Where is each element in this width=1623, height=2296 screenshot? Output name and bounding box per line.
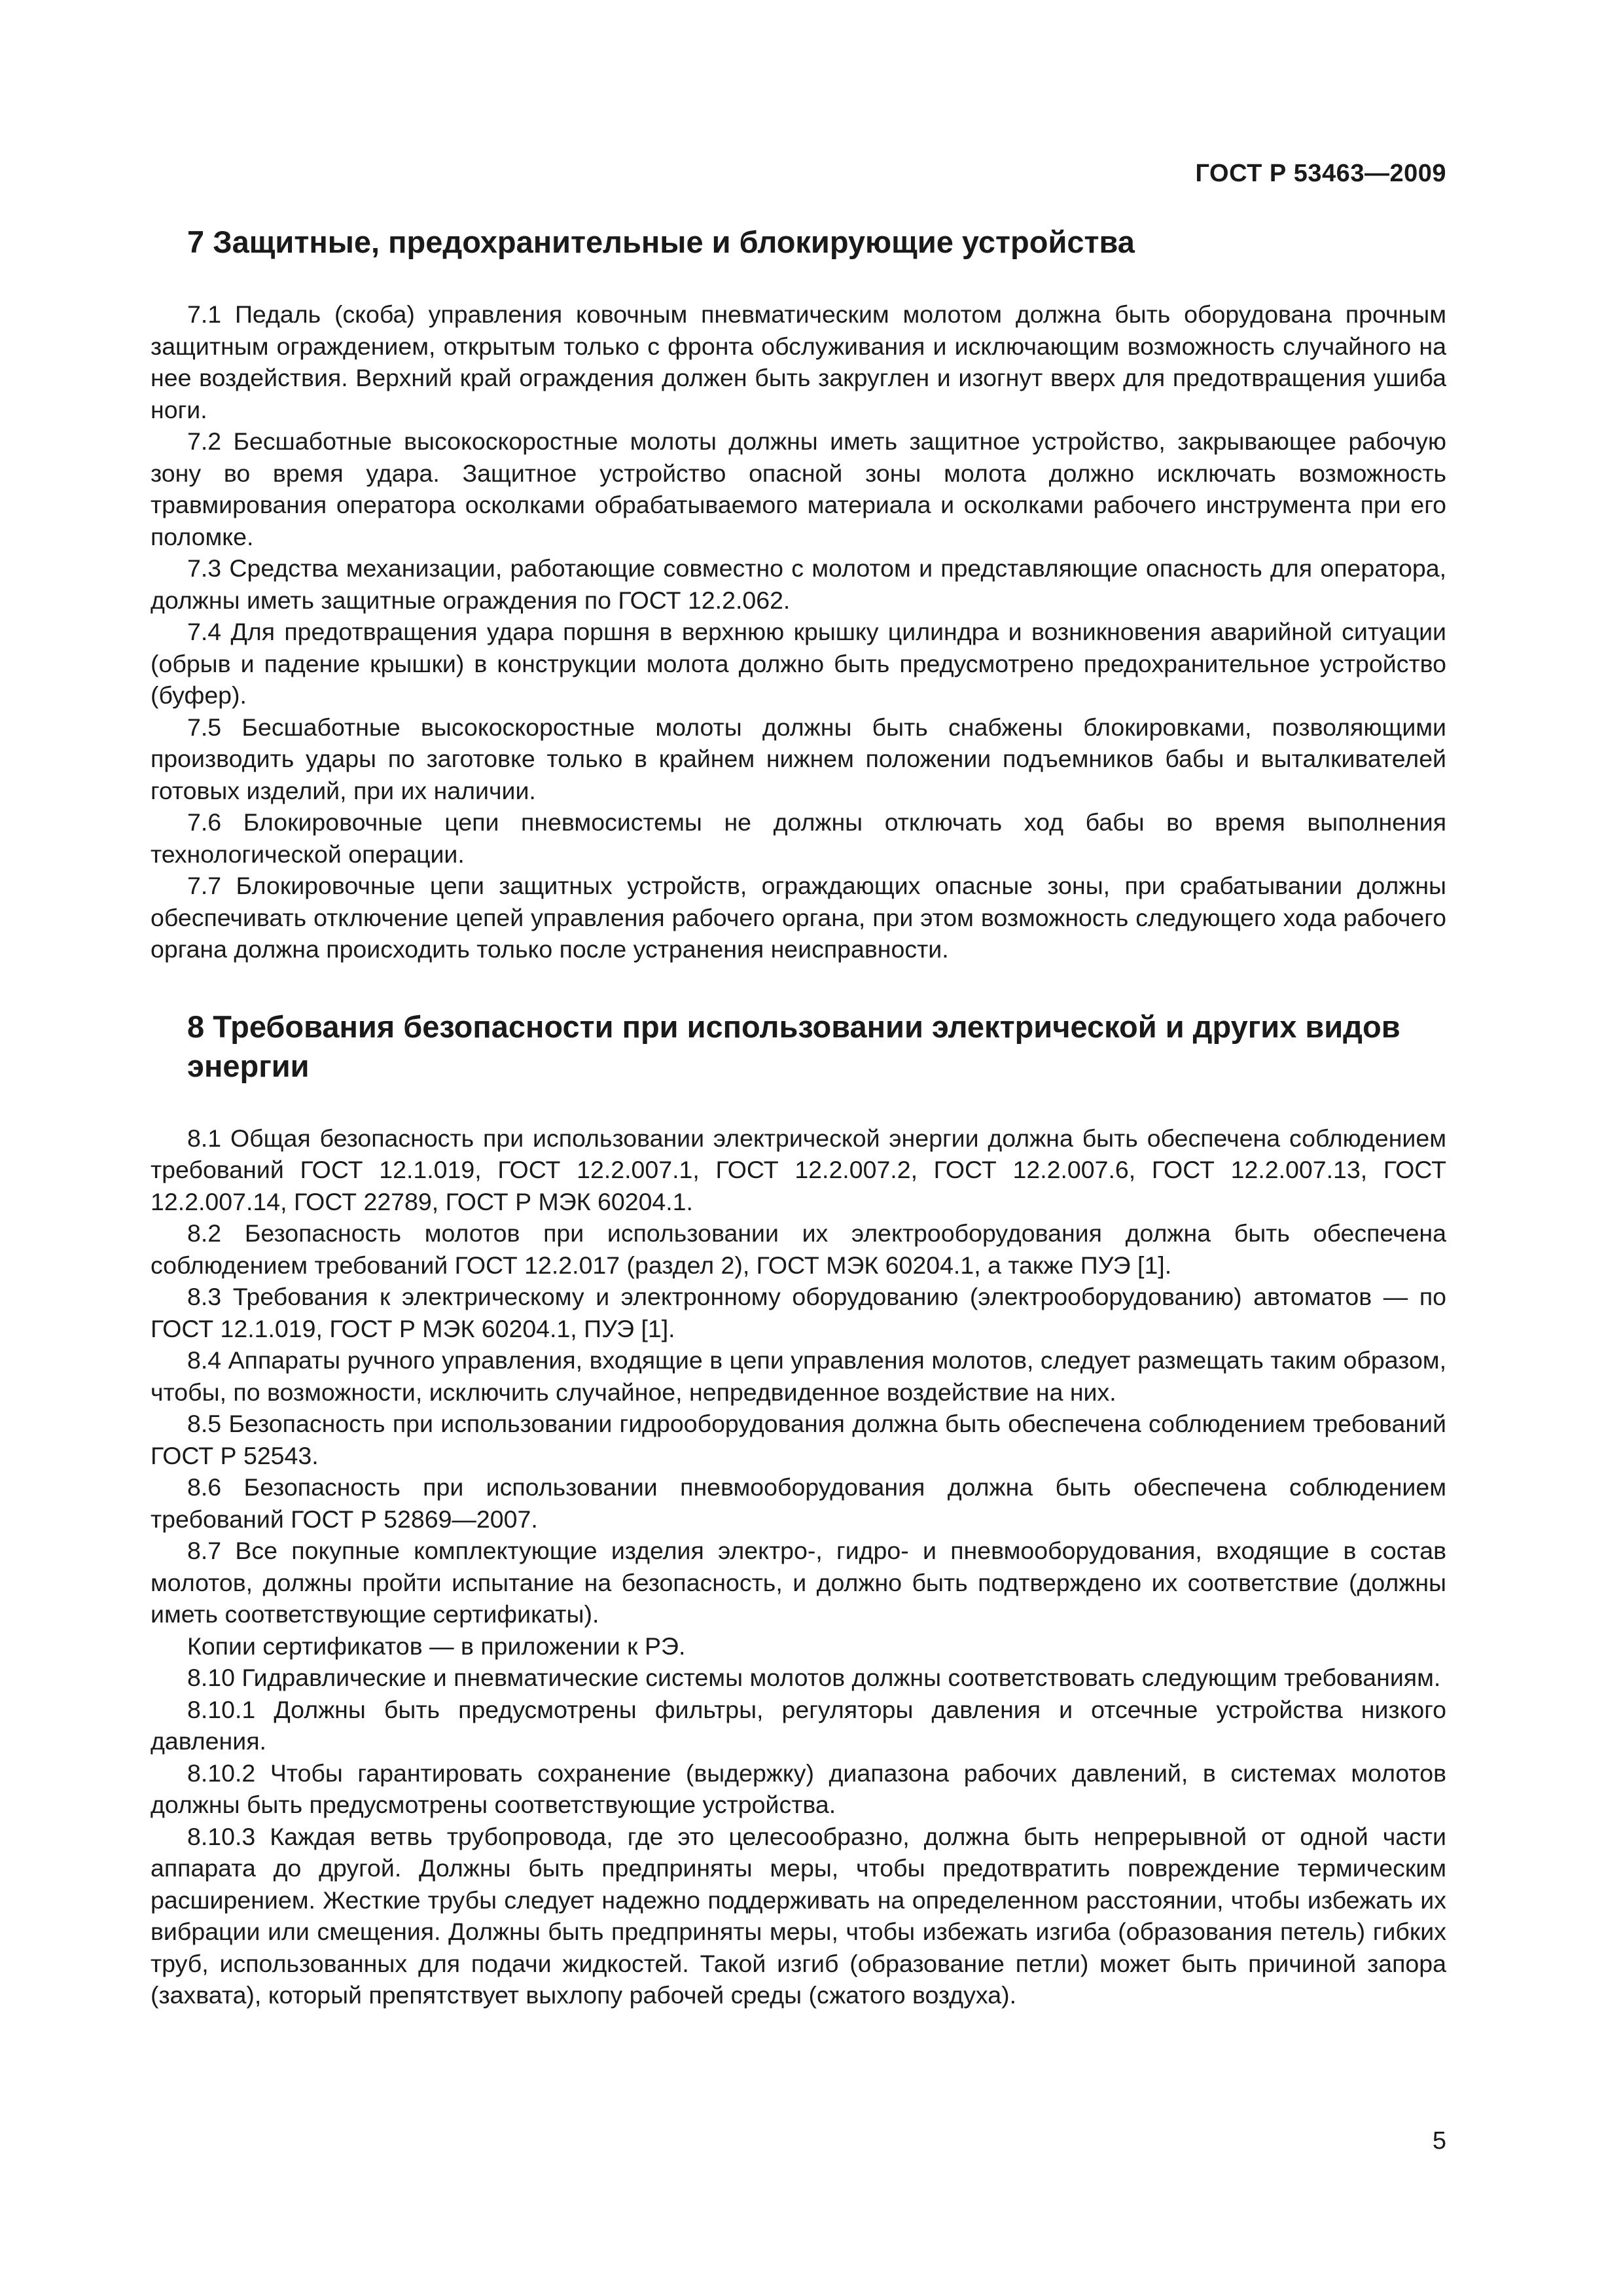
paragraph-8-7: 8.7 Все покупные комплектующие изделия электро-, гидро- и пневмооборудования, входящие в состав молотов, должны пройти испытание на безопасность, и должно быть подтверждено их соответствие (должны иметь соответствующие сертификаты). [151,1537,1446,1628]
paragraph-8-5: 8.5 Безопасность при использовании гидрооборудования должна быть обеспечена соблюдением требований ГОСТ Р 52543. [151,1410,1446,1469]
paragraph-8-4: 8.4 Аппараты ручного управления, входящие в цепи управления молотов, следует размещать таким образом, чтобы, по возможности, исключить случайное, непредвиденное воздействие на них. [151,1346,1446,1406]
paragraph-8-6: 8.6 Безопасность при использовании пневмооборудования должна быть обеспечена соблюдением требований ГОСТ Р 52869—2007. [151,1473,1446,1533]
paragraph-8-1: 8.1 Общая безопасность при использовании электрической энергии должна быть обеспечена соблюдением требований ГОСТ 12.1.019, ГОСТ 12.2.007.1, ГОСТ 12.2.007.2, ГОСТ 12.2.007.6, ГОСТ 12.2.007.13, ГОСТ 12.2.007.14, ГОСТ 22789, ГОСТ Р МЭК 60204.1. [151,1124,1446,1215]
paragraph-8-10-1: 8.10.1 Должны быть предусмотрены фильтры, регуляторы давления и отсечные устройства низкого давления. [151,1695,1446,1755]
paragraph-7-7: 7.7 Блокировочные цепи защитных устройств, ограждающих опасные зоны, при срабатывании должны обеспечивать отключение цепей управления рабочего органа, при этом возможность следующего хода рабочего органа должна происходить только после устранения неисправности. [151,872,1446,963]
paragraph-7-6: 7.6 Блокировочные цепи пневмосистемы не должны отключать ход бабы во время выполнения технологической операции. [151,808,1446,868]
document-body [151,223,1446,2011]
paragraph-7-1: 7.1 Педаль (скоба) управления ковочным пневматическим молотом должна быть оборудована прочным защитным ограждением, открытым только с фронта обслуживания и исключающим возможность случайного на нее воздействия. Верхний край ограждения должен быть закруглен и изогнут вверх для предотвращения ушиба ноги. [151,300,1446,423]
paragraph-7-2: 7.2 Бесшаботные высокоскоростные молоты должны иметь защитное устройство, закрывающее рабочую зону во время удара. Защитное устройство опасной зоны молота должно исключать возможность травмирования оператора осколками обрабатываемого материала и осколками рабочего инструмента при его поломке. [151,427,1446,550]
paragraph-8-10-2: 8.10.2 Чтобы гарантировать сохранение (выдержку) диапазона рабочих давлений, в системах молотов должны быть предусмотрены соответствующие устройства. [151,1759,1446,1818]
paragraph-8-3: 8.3 Требования к электрическому и электронному оборудованию (электрооборудованию) автоматов — по ГОСТ 12.1.019, ГОСТ Р МЭК 60204.1, ПУЭ [1]. [151,1283,1446,1342]
section-7-title: 7 Защитные, предохранительные и блокирующие устройства [187,224,1135,259]
paragraph-8-2: 8.2 Безопасность молотов при использовании их электрооборудования должна быть обеспечена соблюдением требований ГОСТ 12.2.017 (раздел 2), ГОСТ МЭК 60204.1, а также ПУЭ [1]. [151,1219,1446,1279]
document-code-header: ГОСТ Р 53463—2009 [1195,160,1446,187]
page-number: 5 [1432,2127,1446,2155]
paragraph-8-10-3: 8.10.3 Каждая ветвь трубопровода, где это целесообразно, должна быть непрерывной от одной части аппарата до другой. Должны быть предприняты меры, чтобы предотвратить повреждение термическим расширением. Жесткие трубы следует надежно поддерживать на определенном расстоянии, чтобы избежать их вибрации или смещения. Должны быть предприняты меры, чтобы избежать изгиба (образования петель) гибких труб, использованных для подачи жидкостей. Такой изгиб (образование петли) может быть причиной запора (захвата), который препятствует выхлопу рабочей среды (сжатого воздуха). [151,1822,1446,2009]
paragraph-7-4: 7.4 Для предотвращения удара поршня в верхнюю крышку цилиндра и возникновения аварийной ситуации (обрыв и падение крышки) в конструкции молота должно быть предусмотрено предохранительное устройство (буфер). [151,618,1446,709]
paragraph-certificates-note: Копии сертификатов — в приложении к РЭ. [187,1632,686,1660]
paragraph-7-5: 7.5 Бесшаботные высокоскоростные молоты должны быть снабжены блокировками, позволяющими производить удары по заготовке только в крайнем нижнем положении подъемников бабы и выталкивателей готовых изделий, при их наличии. [151,713,1446,804]
paragraph-8-10: 8.10 Гидравлические и пневматические системы молотов должны соответствовать следующим требованиям. [187,1664,1441,1691]
section-8-title: 8 Требования безопасности при использовании электрической и других видов энергии [187,1009,1400,1083]
paragraph-7-3: 7.3 Средства механизации, работающие совместно с молотом и представляющие опасность для оператора, должны иметь защитные ограждения по ГОСТ 12.2.062. [151,554,1446,614]
